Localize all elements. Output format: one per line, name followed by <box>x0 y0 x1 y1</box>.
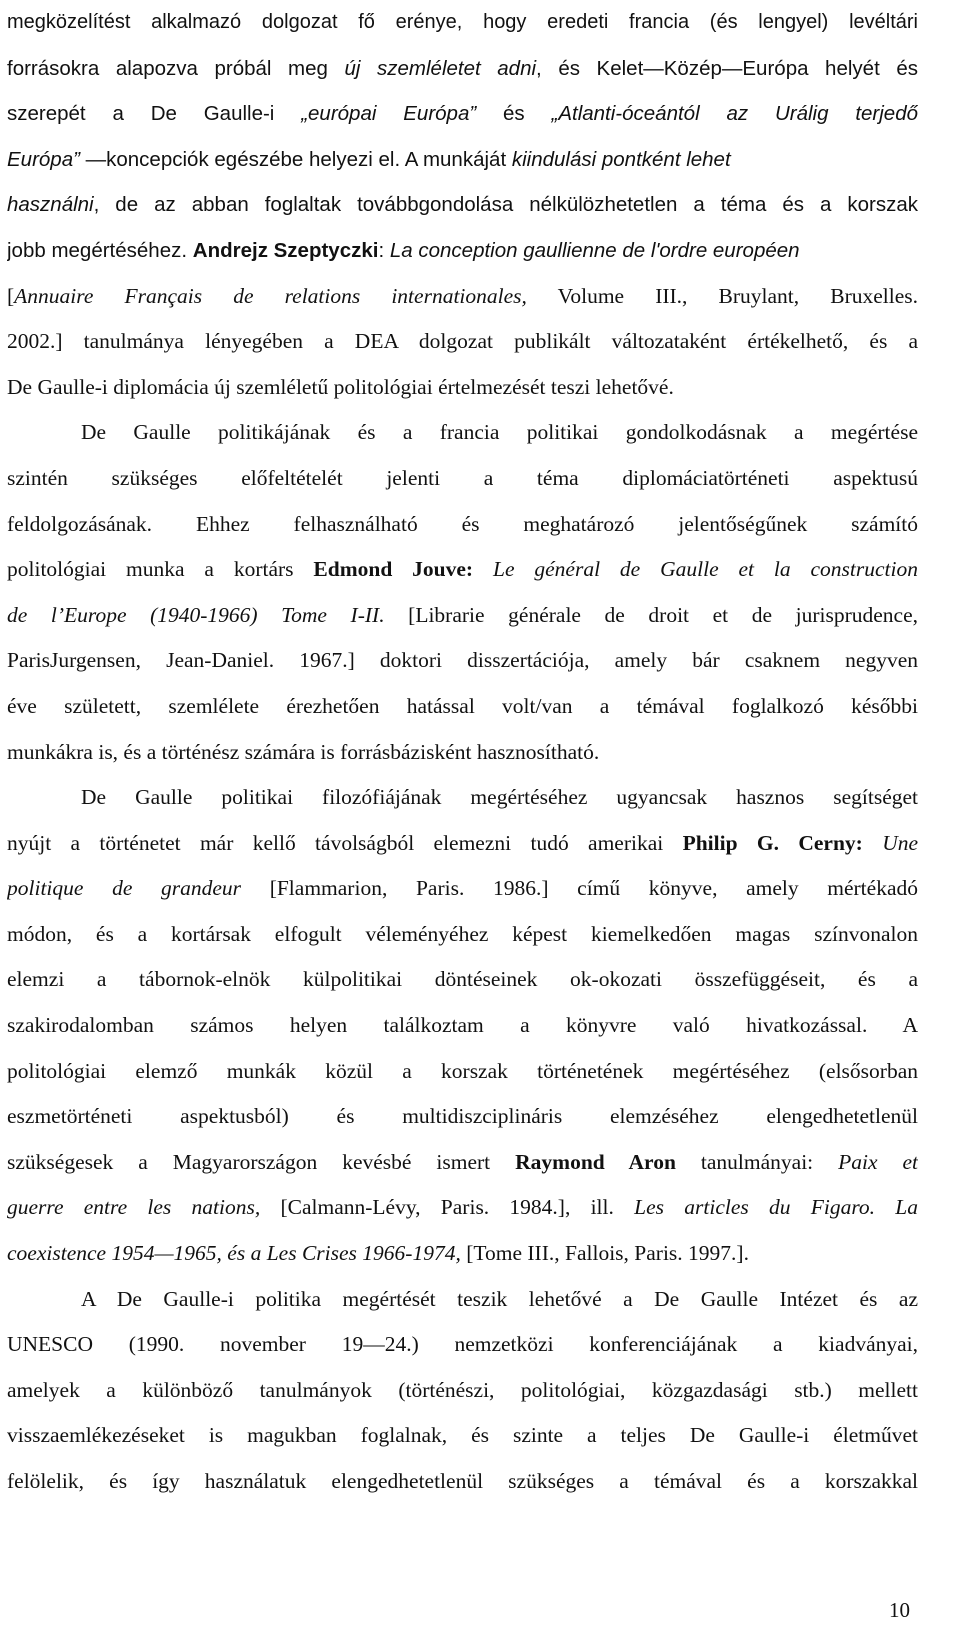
text-run: [Flammarion, Paris. 1986.] című könyve, amely mértékadó <box>241 876 918 901</box>
text-line <box>7 1185 918 1231</box>
text-run: [Librarie générale de droit et de jurisprudence, <box>384 602 918 627</box>
italic-text: Európa” <box>7 147 80 171</box>
text-line <box>7 365 918 411</box>
text-run: amelyek a különböző tanulmányok (történészi, politológiai, közgazdasági stb.) mellett <box>7 1377 918 1402</box>
text-run: De Gaulle politikájának és a francia politikai gondolkodásnak a megértése <box>81 420 918 445</box>
text-line <box>7 1094 918 1140</box>
italic-text: politique de grandeur <box>7 876 242 901</box>
italic-text: Le général de Gaulle et la construction <box>492 557 918 582</box>
text-line <box>7 502 918 548</box>
text-run: eszmetörténeti aspektusból) és multidiszciplináris elemzéséhez elengedhetetlenül <box>7 1104 918 1129</box>
text-line <box>7 866 918 912</box>
text-line <box>7 182 918 228</box>
bold-text: Andrejz Szeptyczki <box>192 238 379 262</box>
text-run: De Gaulle politikai filozófiájának megértéséhez ugyancsak hasznos segítséget <box>81 785 918 810</box>
text-line <box>7 228 918 274</box>
italic-text: Les articles du Figaro. La <box>634 1195 918 1220</box>
text-run: nyújt a történetet már kellő távolságból elemezni tudó amerikai <box>7 830 683 855</box>
bold-text: Raymond Aron <box>515 1149 676 1174</box>
text-run: UNESCO (1990. november 19—24.) nemzetközi konferenciájának a kiadványai, <box>7 1332 918 1357</box>
italic-text: új szemléletet adni <box>344 56 537 80</box>
text-line <box>7 137 918 183</box>
text-line <box>7 274 918 320</box>
text-line <box>7 1368 918 1414</box>
text-run: 2002.] tanulmánya lényegében a DEA dolgozat publikált változataként értékelhető, és a <box>7 329 918 354</box>
italic-text: kiindulási pontként lehet <box>511 147 731 171</box>
text-run <box>473 557 493 581</box>
text-run: tanulmányai: <box>675 1149 839 1174</box>
text-run: politológiai elemző munkák közül a korszak történetének megértéséhez (elsősorban <box>7 1058 918 1083</box>
text-run: módon, és a kortársak elfogult véleményéhez képest kiemelkedően magas színvonalon <box>7 921 918 946</box>
page-number: 10 <box>889 1598 910 1622</box>
text-run: elemzi a tábornok-elnök külpolitikai döntéseinek ok-okozati összefüggéseit, és a <box>7 967 918 992</box>
text-line <box>7 957 918 1003</box>
italic-text: La conception gaullienne de l'ordre européen <box>389 238 800 262</box>
text-line <box>7 593 918 639</box>
text-run: megközelítést alkalmazó dolgozat fő erénye, hogy eredeti francia (és lengyel) levéltári <box>7 11 918 33</box>
text-line <box>7 1459 918 1505</box>
italic-text: használni <box>7 193 94 217</box>
text-line <box>7 1140 918 1186</box>
text-run: forrásokra alapozva próbál meg <box>7 56 345 80</box>
text-run: —koncepciók egészébe helyezi el. A munkáját <box>79 147 512 171</box>
text-line <box>7 821 918 867</box>
text-line <box>7 684 918 730</box>
text-run: szerepét a De Gaulle-i <box>7 102 302 126</box>
italic-text: guerre entre les nations, <box>7 1195 261 1220</box>
italic-text: Paix et <box>838 1149 918 1174</box>
text-line <box>7 912 918 958</box>
italic-text: Une <box>882 830 918 855</box>
text-line <box>7 319 918 365</box>
text-run: szakirodalomban számos helyen találkoztam a könyvre való hivatkozással. A <box>7 1013 918 1038</box>
text-run: , de az abban foglaltak továbbgondolása nélkülözhetetlen a téma és a korszak <box>93 193 918 217</box>
text-run: éve született, szemlélete érezhetően hatással volt/van a témával foglalkozó későbbi <box>7 693 918 718</box>
text-line <box>7 1322 918 1368</box>
text-line <box>7 91 918 137</box>
text-line <box>7 1277 918 1323</box>
italic-text: „európai Európa” <box>301 102 477 126</box>
text-run: munkákra is, és a történész számára is forrásbázisként hasznosítható. <box>7 739 600 764</box>
bold-text: Edmond Jouve: <box>313 557 474 582</box>
text-run: [ <box>7 283 15 308</box>
text-line <box>7 46 918 92</box>
text-run: A De Gaulle-i politika megértését teszik lehetővé a De Gaulle Intézet és az <box>81 1286 918 1311</box>
text-run: feldolgozásának. Ehhez felhasználható és meghatározó jelentőségűnek számító <box>7 511 918 536</box>
text-run: visszaemlékezéseket is magukban foglalnak, és szinte a teljes De Gaulle-i életművet <box>7 1423 918 1448</box>
text-line <box>7 638 918 684</box>
italic-text: coexistence 1954—1965, és a Les Crises 1966-1974, <box>7 1241 461 1266</box>
italic-text: Annuaire Français de relations internationales, <box>14 283 527 308</box>
text-run: , és Kelet—Közép—Európa helyét és <box>536 56 918 80</box>
italic-text: de l’Europe (1940-1966) Tome I-II. <box>7 602 385 627</box>
text-run: felölelik, és így használatuk elengedhetetlenül szükséges a témával és a korszakkal <box>7 1469 918 1493</box>
text-line <box>7 1231 918 1277</box>
text-line <box>7 1413 918 1459</box>
text-run: [Tome III., Fallois, Paris. 1997.]. <box>460 1241 749 1266</box>
text-run <box>863 831 882 855</box>
text-run: : <box>378 238 390 262</box>
text-line <box>7 1049 918 1095</box>
text-run: De Gaulle-i diplomácia új szemléletű politológiai értelmezését teszi lehetővé. <box>7 374 674 399</box>
text-run: szükségesek a Magyarországon kevésbé ismert <box>7 1149 516 1174</box>
text-line <box>7 410 918 456</box>
text-run: politológiai munka a kortárs <box>7 557 314 582</box>
text-line <box>7 730 918 776</box>
bold-text: Philip G. Cerny: <box>682 830 863 855</box>
text-run: [Calmann-Lévy, Paris. 1984.], ill. <box>260 1195 635 1220</box>
text-line <box>7 547 918 593</box>
text-run: Volume III., Bruylant, Bruxelles. <box>526 283 918 308</box>
text-run: szintén szükséges előfeltételét jelenti a téma diplomáciatörténeti aspektusú <box>7 465 918 490</box>
text-run: és <box>476 102 552 126</box>
text-line <box>7 775 918 821</box>
text-run: jobb megértéséhez. <box>7 238 193 262</box>
text-line <box>7 456 918 502</box>
body-text <box>7 0 918 1505</box>
text-line <box>7 0 918 46</box>
italic-text: „Atlanti-óceántól az Urálig terjedő <box>551 102 918 126</box>
text-line <box>7 1003 918 1049</box>
text-run: ParisJurgensen, Jean-Daniel. 1967.] doktori disszertációja, amely bár csaknem negyven <box>7 648 918 673</box>
